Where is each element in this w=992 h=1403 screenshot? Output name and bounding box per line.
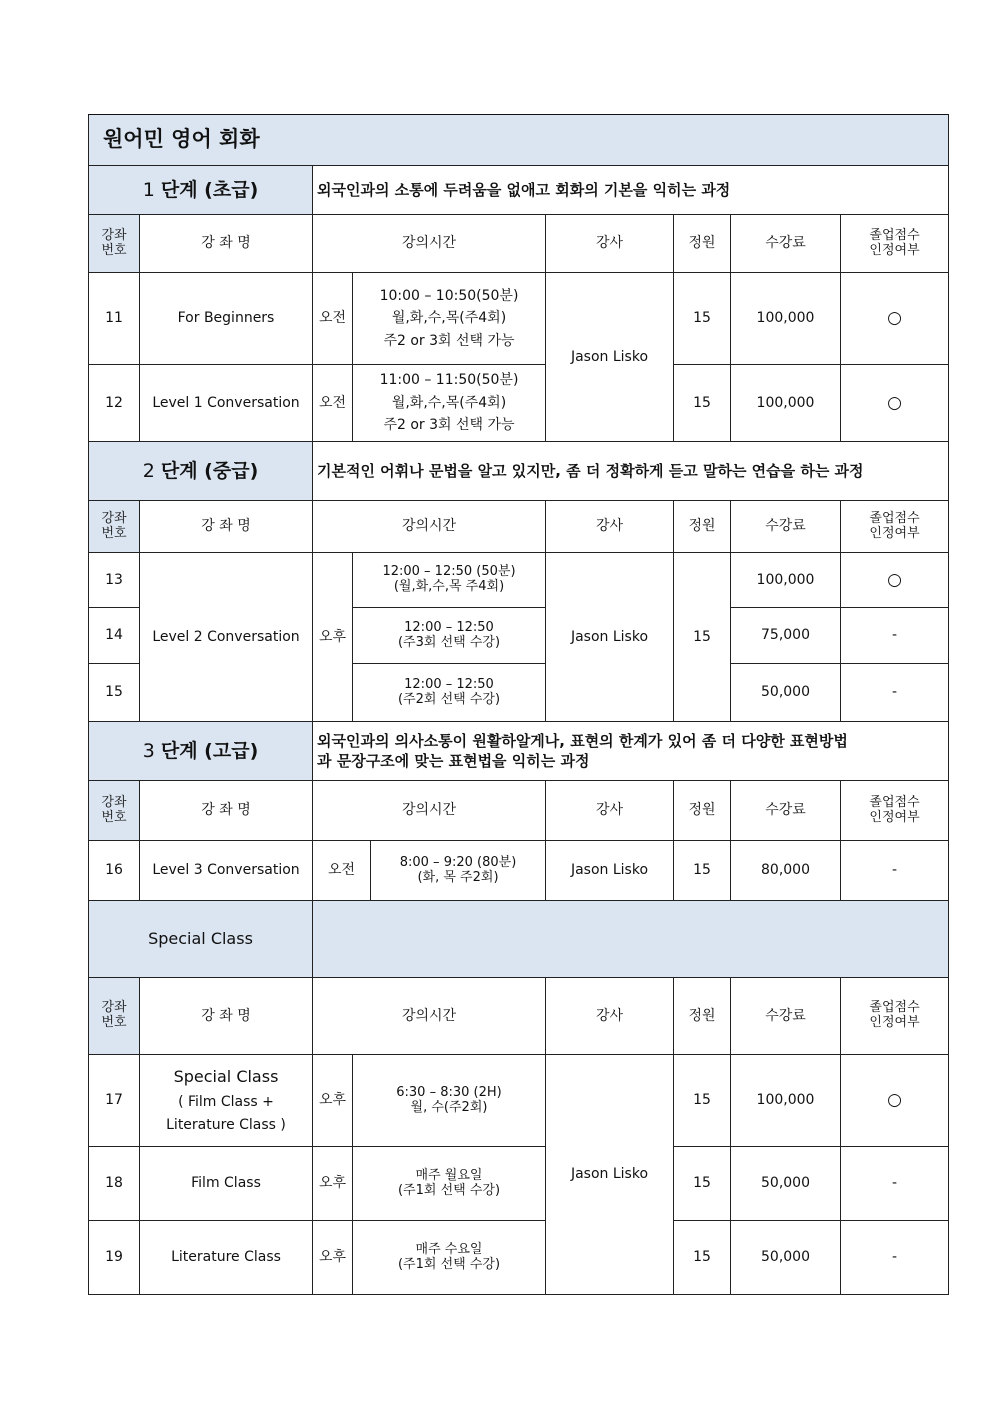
table-row [89, 841, 949, 901]
page-title: 원어민 영어 회화 [89, 115, 949, 166]
course-credit: - [841, 1147, 949, 1221]
course-fee: 80,000 [731, 841, 841, 901]
header-time: 강의시간 [313, 215, 546, 273]
table-row [89, 365, 949, 442]
course-ampm: 오후 [313, 1147, 353, 1221]
course-fee: 100,000 [731, 553, 841, 608]
header-fee: 수강료 [731, 781, 841, 841]
course-credit: - [841, 841, 949, 901]
course-time: 6:30 – 8:30 (2H) 월, 수(주2회) [353, 1055, 546, 1147]
course-table-wrapper [88, 114, 948, 1295]
header-capacity: 정원 [674, 215, 731, 273]
course-credit: - [841, 1221, 949, 1295]
course-no: 17 [89, 1055, 140, 1147]
course-time: 11:00 – 11:50(50분) 월,화,수,목(주4회) 주2 or 3회 선택 가능 [353, 365, 546, 442]
course-name: Film Class [140, 1147, 313, 1221]
header-teacher: 강사 [546, 215, 674, 273]
table-row [89, 553, 949, 608]
header-no: 강좌 번호 [89, 978, 140, 1055]
course-credit: ○ [841, 1055, 949, 1147]
course-teacher: Jason Lisko [546, 841, 674, 901]
course-name: Level 2 Conversation [140, 553, 313, 722]
header-time: 강의시간 [313, 978, 546, 1055]
course-ampm: 오전 [313, 365, 353, 442]
course-teacher: Jason Lisko [546, 553, 674, 722]
course-capacity: 15 [674, 365, 731, 442]
header-name: 강 좌 명 [140, 501, 313, 553]
course-teacher: Jason Lisko [546, 273, 674, 442]
course-table [88, 114, 949, 1295]
header-credit: 졸업점수 인정여부 [841, 501, 949, 553]
course-name: For Beginners [140, 273, 313, 365]
course-capacity: 15 [674, 1221, 731, 1295]
course-fee: 50,000 [731, 664, 841, 722]
course-ampm: 오후 [313, 1221, 353, 1295]
course-teacher: Jason Lisko [546, 1055, 674, 1295]
header-no: 강좌 번호 [89, 781, 140, 841]
course-time: 매주 수요일 (주1회 선택 수강) [353, 1221, 546, 1295]
special-label: Special Class [89, 901, 313, 978]
course-time: 12:00 – 12:50 (50분) (월,화,수,목 주4회) [353, 553, 546, 608]
stage1-header-row [89, 215, 949, 273]
course-time: 매주 월요일 (주1회 선택 수강) [353, 1147, 546, 1221]
course-capacity: 15 [674, 1055, 731, 1147]
header-name: 강 좌 명 [140, 978, 313, 1055]
course-capacity: 15 [674, 841, 731, 901]
special-blank [313, 901, 949, 978]
course-time: 12:00 – 12:50 (주2회 선택 수강) [353, 664, 546, 722]
header-name: 강 좌 명 [140, 781, 313, 841]
table-row [89, 1147, 949, 1221]
course-no: 16 [89, 841, 140, 901]
header-no: 강좌 번호 [89, 215, 140, 273]
course-no: 12 [89, 365, 140, 442]
course-time: 12:00 – 12:50 (주3회 선택 수강) [353, 608, 546, 664]
course-name: Level 1 Conversation [140, 365, 313, 442]
header-time: 강의시간 [313, 501, 546, 553]
header-name: 강 좌 명 [140, 215, 313, 273]
course-capacity: 15 [674, 273, 731, 365]
course-fee: 50,000 [731, 1221, 841, 1295]
course-credit: ○ [841, 273, 949, 365]
stage3-header-row [89, 781, 949, 841]
course-time: 10:00 – 10:50(50분) 월,화,수,목(주4회) 주2 or 3회 선택 가능 [353, 273, 546, 365]
header-fee: 수강료 [731, 501, 841, 553]
table-row [89, 1221, 949, 1295]
course-name: Level 3 Conversation [140, 841, 313, 901]
header-teacher: 강사 [546, 978, 674, 1055]
stage2-header-row [89, 501, 949, 553]
course-credit: - [841, 608, 949, 664]
course-fee: 100,000 [731, 273, 841, 365]
stage1-label: 1 단계 (초급) [89, 166, 313, 215]
header-credit: 졸업점수 인정여부 [841, 978, 949, 1055]
stage2-description: 기본적인 어휘나 문법을 알고 있지만, 좀 더 정확하게 듣고 말하는 연습을 하는 과정 [313, 442, 949, 501]
course-credit: ○ [841, 553, 949, 608]
course-credit: ○ [841, 365, 949, 442]
course-fee: 75,000 [731, 608, 841, 664]
header-credit: 졸업점수 인정여부 [841, 781, 949, 841]
table-row [89, 1055, 949, 1147]
stage2-label: 2 단계 (중급) [89, 442, 313, 501]
header-teacher: 강사 [546, 501, 674, 553]
course-no: 11 [89, 273, 140, 365]
course-fee: 100,000 [731, 365, 841, 442]
course-no: 18 [89, 1147, 140, 1221]
course-no: 14 [89, 608, 140, 664]
course-fee: 100,000 [731, 1055, 841, 1147]
course-ampm: 오전 [313, 841, 371, 901]
header-fee: 수강료 [731, 215, 841, 273]
course-capacity: 15 [674, 553, 731, 722]
header-time: 강의시간 [313, 781, 546, 841]
course-credit: - [841, 664, 949, 722]
course-fee: 50,000 [731, 1147, 841, 1221]
header-capacity: 정원 [674, 978, 731, 1055]
stage1-description: 외국인과의 소통에 두려움을 없애고 회화의 기본을 익히는 과정 [313, 166, 949, 215]
course-no: 15 [89, 664, 140, 722]
stage3-description: 외국인과의 의사소통이 원활하알게나, 표현의 한계가 있어 좀 더 다양한 표현방법 과 문장구조에 맞는 표현법을 익히는 과정 [313, 722, 949, 781]
header-teacher: 강사 [546, 781, 674, 841]
special-header-row [89, 978, 949, 1055]
course-ampm: 오후 [313, 553, 353, 722]
header-capacity: 정원 [674, 501, 731, 553]
header-credit: 졸업점수 인정여부 [841, 215, 949, 273]
header-no: 강좌 번호 [89, 501, 140, 553]
course-time: 8:00 – 9:20 (80분) (화, 목 주2회) [371, 841, 546, 901]
course-name: Special Class ( Film Class + Literature Class ) [140, 1055, 313, 1147]
course-no: 13 [89, 553, 140, 608]
course-ampm: 오후 [313, 1055, 353, 1147]
stage3-label: 3 단계 (고급) [89, 722, 313, 781]
table-row [89, 273, 949, 365]
header-fee: 수강료 [731, 978, 841, 1055]
course-no: 19 [89, 1221, 140, 1295]
course-name: Literature Class [140, 1221, 313, 1295]
course-capacity: 15 [674, 1147, 731, 1221]
header-capacity: 정원 [674, 781, 731, 841]
course-ampm: 오전 [313, 273, 353, 365]
